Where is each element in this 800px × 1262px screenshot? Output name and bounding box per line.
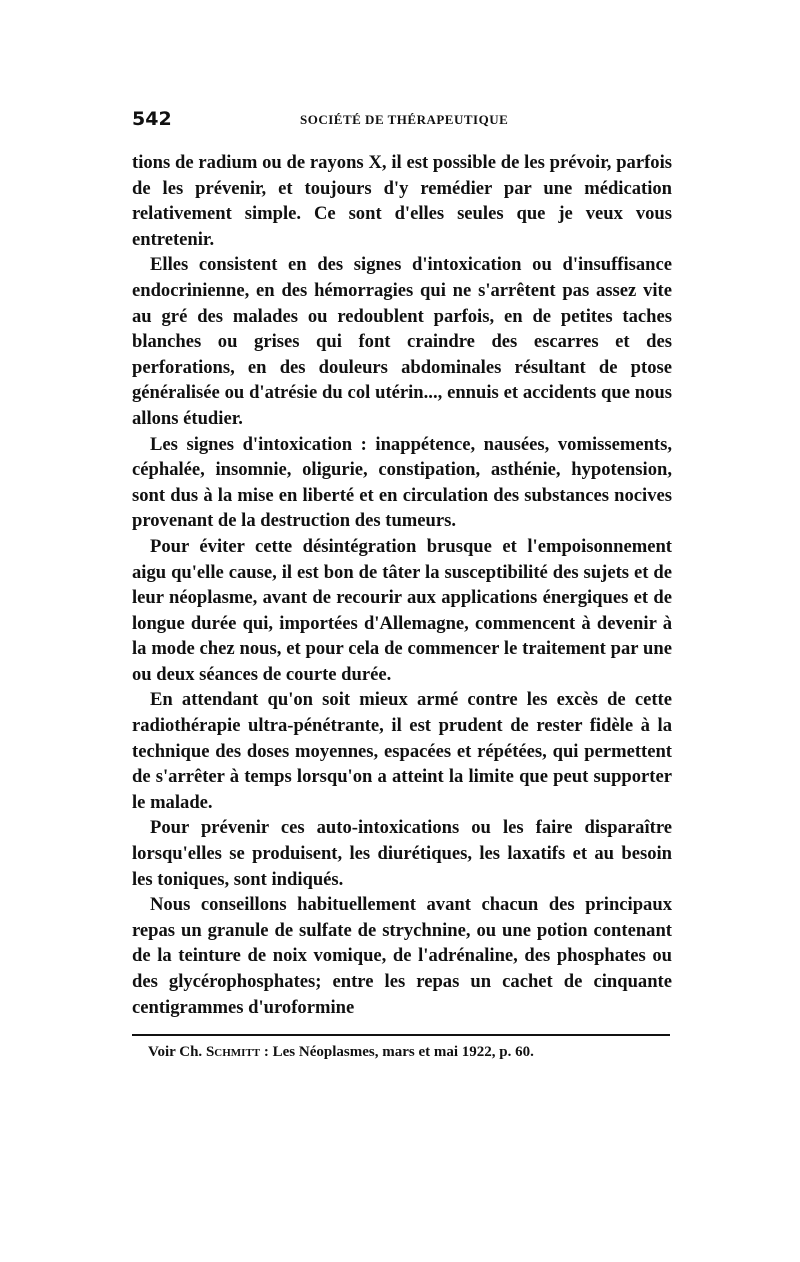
footnote-prefix: Voir Ch. [148, 1044, 203, 1061]
body-text [132, 150, 672, 1020]
book-page [132, 108, 672, 1061]
footnote [132, 1044, 672, 1061]
footnote-text: : Les Néoplasmes, mars et mai 1922, p. 60. [263, 1044, 534, 1061]
paragraph: Pour éviter cette désintégration brusque et l'empoisonnement aigu qu'elle cause, il est bon de tâter la susceptibilité des sujets et de leur néoplasme, avant de recourir aux applications énergiques et de longue durée qui, importées d'Allemagne, commencent à devenir à la mode chez nous, et pour cela de commencer le traitement par une ou deux séances de courte durée. [132, 535, 672, 685]
paragraph-continued: tions de radium ou de rayons X, il est possible de les prévoir, parfois de les prévenir, et toujours d'y remédier par une médication relativement simple. Ce sont d'elles seules que je veux vous entretenir. [132, 152, 672, 250]
footnote-divider [132, 1034, 670, 1036]
page-header [132, 108, 672, 138]
footnote-author: Schmitt [205, 1044, 261, 1061]
paragraph: Pour prévenir ces auto-intoxications ou les faire disparaître lorsqu'elles se produisent, les diurétiques, les laxatifs et au besoin les toniques, sont indiqués. [132, 817, 672, 890]
paragraph: En attendant qu'on soit mieux armé contre les excès de cette radiothérapie ultra-pénétrante, il est prudent de rester fidèle à la technique des doses moyennes, espacées et répétées, qui permettent de s'arrêter à temps lorsqu'on a atteint la limite que peut supporter le malade. [132, 689, 672, 813]
page-number: 542 [132, 108, 172, 130]
paragraph: Elles consistent en des signes d'intoxication ou d'insuffisance endocrinienne, en des hémorragies qui ne s'arrêtent pas assez vite au gré des malades ou redoublent parfois, en de petites taches blanches ou grises qui font craindre des escarres et des perforations, en des douleurs abdominales résultant de ptose généralisée ou d'atrésie du col utérin..., ennuis et accidents que nous allons étudier. [132, 254, 672, 429]
paragraph: Les signes d'intoxication : inappétence, nausées, vomissements, céphalée, insomnie, oligurie, constipation, asthénie, hypotension, sont dus à la mise en liberté et en circulation des substances nocives provenant de la destruction des tumeurs. [132, 433, 672, 532]
paragraph: Nous conseillons habituellement avant chacun des principaux repas un granule de sulfate de strychnine, ou une potion contenant de la teinture de noix vomique, de l'adrénaline, des phosphates ou des glycérophosphates; entre les repas un cachet de cinquante centigrammes d'uroformine [132, 894, 672, 1018]
running-head: SOCIÉTÉ DE THÉRAPEUTIQUE [300, 112, 509, 127]
